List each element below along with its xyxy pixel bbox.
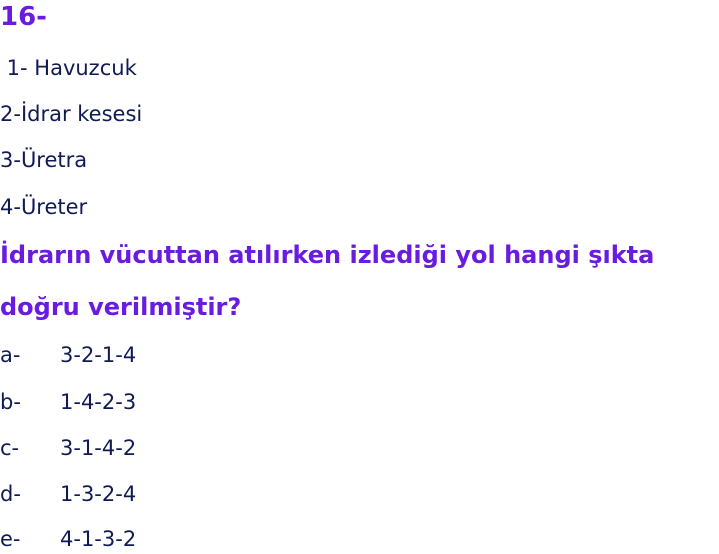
option-b-answer: 1-4-2-3	[60, 390, 137, 414]
option-a-letter: a-	[0, 343, 21, 367]
option-b[interactable]	[0, 390, 136, 414]
option-c-letter: c-	[0, 436, 20, 460]
list-item-havuzcuk: 1- Havuzcuk	[0, 56, 137, 80]
question-text-line1: İdrarın vücuttan atılırken izlediği yol hangi şıkta	[0, 241, 655, 269]
question-text-line2: doğru verilmiştir?	[0, 293, 242, 321]
option-d-letter: d-	[0, 482, 21, 506]
option-c-answer: 3-1-4-2	[60, 436, 137, 460]
option-b-letter: b-	[0, 390, 21, 414]
list-item-idrar-kesesi: 2-İdrar kesesi	[0, 102, 143, 126]
option-e-letter: e-	[0, 527, 21, 551]
option-d[interactable]	[0, 482, 136, 506]
option-c[interactable]	[0, 436, 136, 460]
option-a[interactable]	[0, 343, 136, 367]
question-number: 16-	[0, 2, 47, 32]
option-a-answer: 3-2-1-4	[60, 343, 137, 367]
list-item-ureter: 4-Üreter	[0, 195, 88, 219]
option-e[interactable]	[0, 527, 136, 551]
option-d-answer: 1-3-2-4	[60, 482, 137, 506]
option-e-answer: 4-1-3-2	[60, 527, 137, 551]
list-item-uretra: 3-Üretra	[0, 148, 88, 172]
